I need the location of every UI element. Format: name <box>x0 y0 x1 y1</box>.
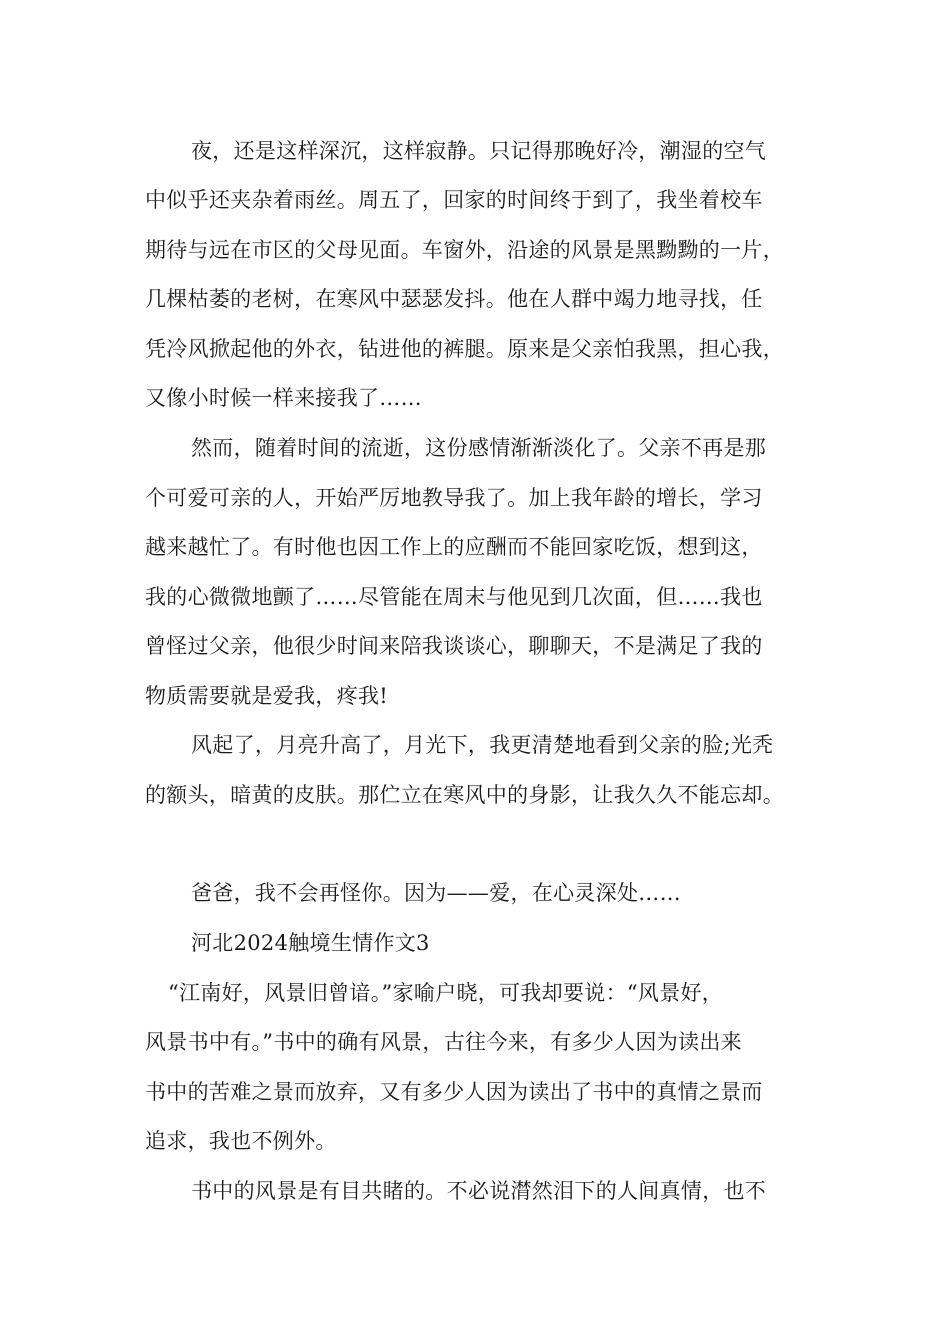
paragraph-line: 我的心微微地颤了……尽管能在周末与他见到几次面，但……我也 <box>145 585 763 609</box>
paragraph-line: 几棵枯萎的老树，在寒风中瑟瑟发抖。他在人群中竭力地寻找，任 <box>145 287 763 311</box>
section-heading: 河北2024触境生情作文3 <box>191 931 430 955</box>
paragraph-line: 书中的苦难之景而放弃，又有多少人因为读出了书中的真情之景而 <box>145 1080 763 1104</box>
paragraph-line: “江南好，风景旧曾谙。”家喻户晓，可我却要说：“风景好， <box>168 981 724 1005</box>
paragraph-line: 期待与远在市区的父母见面。车窗外，沿途的风景是黑黝黝的一片， <box>145 238 784 262</box>
paragraph-line: 物质需要就是爱我，疼我! <box>145 684 389 708</box>
paragraph-line: 追求，我也不例外。 <box>145 1129 337 1153</box>
paragraph-line: 曾怪过父亲，他很少时间来陪我谈谈心，聊聊天，不是满足了我的 <box>145 634 763 658</box>
paragraph-line: 越来越忙了。有时他也因工作上的应酬而不能回家吃饭，想到这， <box>145 535 763 559</box>
paragraph-line: 个可爱可亲的人，开始严厉地教导我了。加上我年龄的增长，学习 <box>145 486 763 510</box>
paragraph-line: 夜，还是这样深沉，这样寂静。只记得那晚好冷，潮湿的空气 <box>191 139 767 163</box>
paragraph-line: 然而，随着时间的流逝，这份感情渐渐淡化了。父亲不再是那 <box>191 436 767 460</box>
paragraph-line: 的额头，暗黄的皮肤。那伫立在寒风中的身影，让我久久不能忘却。 <box>145 783 784 807</box>
paragraph-line: 风景书中有。”书中的确有风景，古往今来，有多少人因为读出来 <box>145 1030 742 1054</box>
paragraph-line: 风起了，月亮升高了，月光下，我更清楚地看到父亲的脸;光秃 <box>191 733 774 757</box>
paragraph-line: 凭冷风掀起他的外衣，钻进他的裤腿。原来是父亲怕我黑，担心我， <box>145 337 784 361</box>
paragraph-line: 又像小时候一样来接我了…… <box>145 386 422 410</box>
paragraph-line: 爸爸，我不会再怪你。因为——爱，在心灵深处…… <box>191 881 681 905</box>
paragraph-line: 中似乎还夹杂着雨丝。周五了，回家的时间终于到了，我坐着校车 <box>145 188 763 212</box>
paragraph-line: 书中的风景是有目共睹的。不必说潸然泪下的人间真情，也不 <box>191 1179 767 1203</box>
